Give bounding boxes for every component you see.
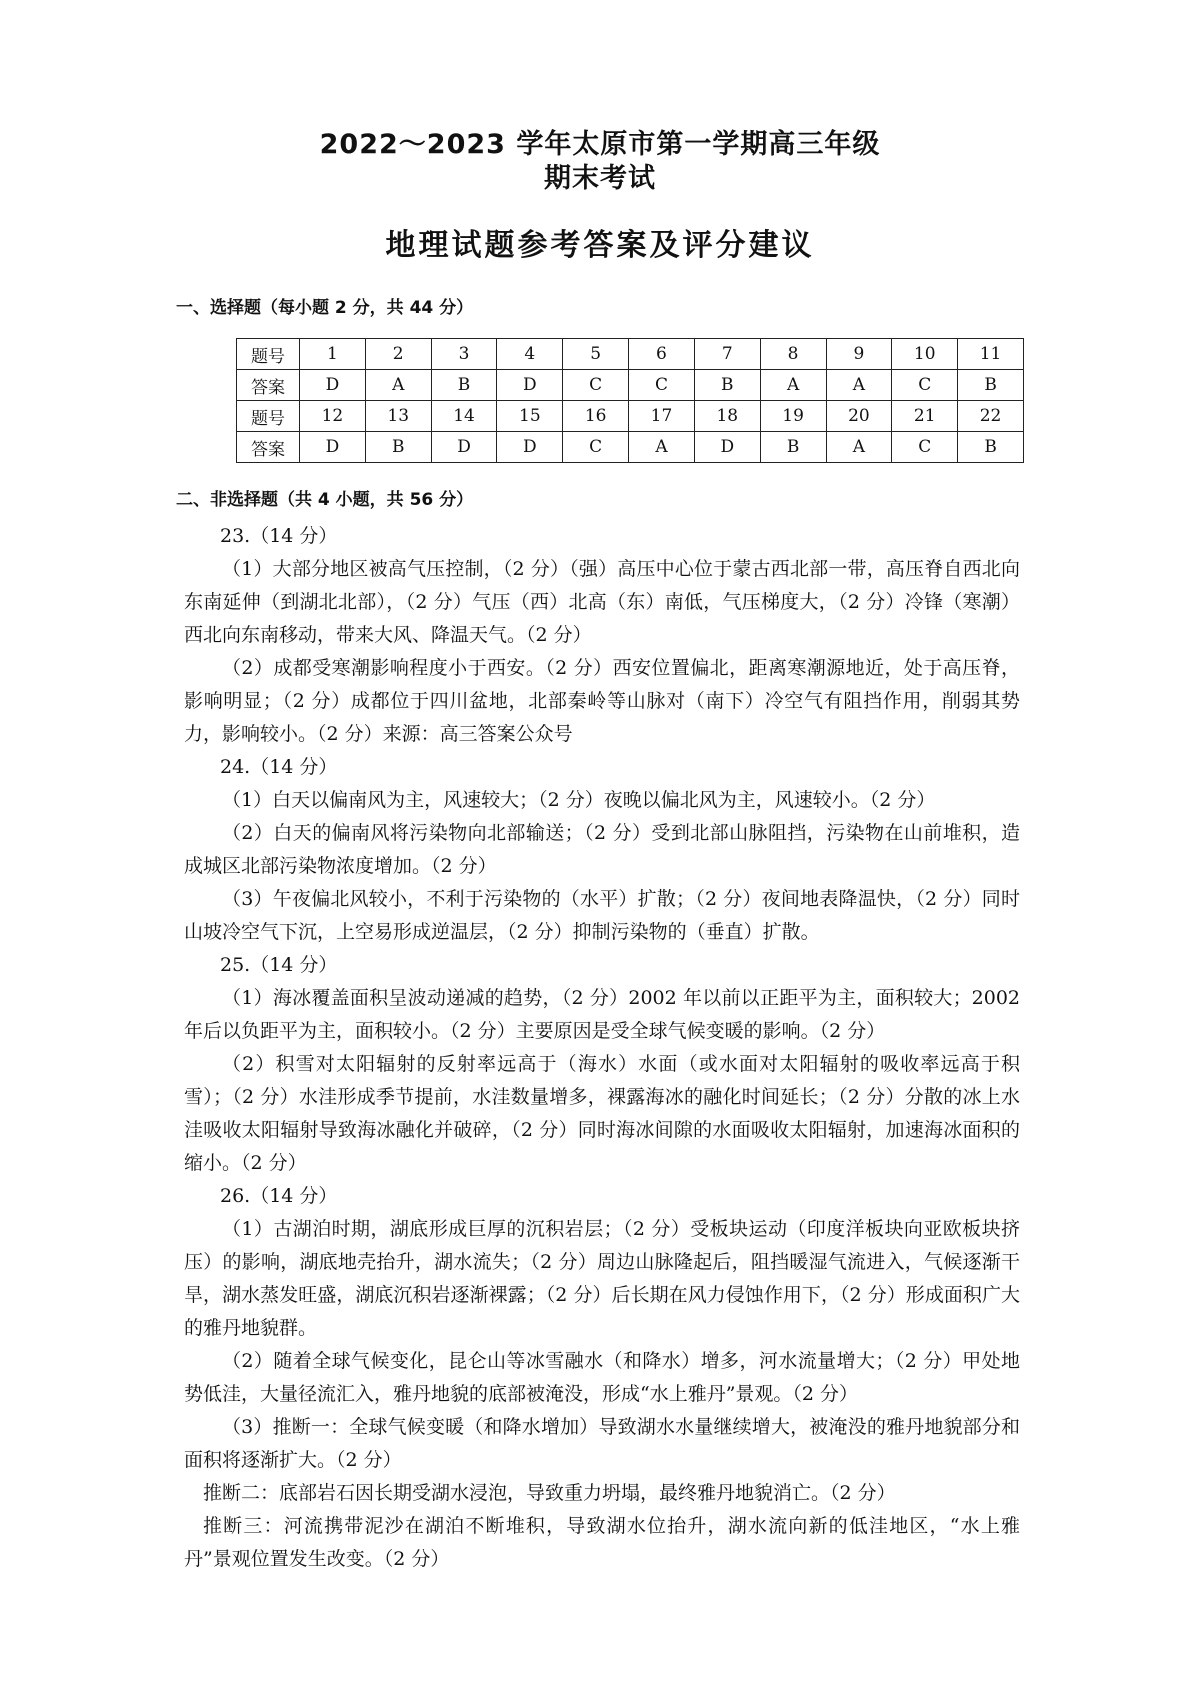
answer-cell: D: [497, 432, 563, 463]
question-heading: 24.（14 分）: [220, 756, 338, 778]
answer-cell: D: [431, 432, 497, 463]
question-number-cell: 3: [431, 339, 497, 370]
row-label-number: 题号: [237, 339, 300, 370]
question-heading: 26.（14 分）: [220, 1185, 338, 1207]
answer-cell: C: [892, 370, 958, 401]
answer-paragraph: （3）推断一：全球气候变暖（和降水增加）导致湖水水量继续增大，被淹没的雅丹地貌部分和面积将逐渐扩大。（2 分）: [184, 1416, 1020, 1471]
answer-cell: C: [563, 432, 629, 463]
question-number-cell: 22: [958, 401, 1024, 432]
answer-cell: D: [497, 370, 563, 401]
answer-paragraph: （1）白天以偏南风为主，风速较大；（2 分）夜晚以偏北风为主，风速较小。（2 分）: [222, 789, 936, 811]
answer-paragraph: （2）白天的偏南风将污染物向北部输送；（2 分）受到北部山脉阻挡，污染物在山前堆积，造成城区北部污染物浓度增加。（2 分）: [184, 822, 1020, 877]
document-title: 地理试题参考答案及评分建议: [385, 228, 815, 263]
answer-cell: B: [431, 370, 497, 401]
question-heading: 23.（14 分）: [220, 525, 338, 547]
answer-paragraph: （2）成都受寒潮影响程度小于西安。（2 分）西安位置偏北，距离寒潮源地近，处于高压脊，影响明显；（2 分）成都位于四川盆地，北部秦岭等山脉对（南下）冷空气有阻挡作用，削弱其势力，影响较小。（2 分）来源：高三答案公众号: [184, 657, 1021, 745]
answer-cell: A: [826, 370, 892, 401]
table-row: [237, 401, 1024, 432]
question-number-cell: 10: [892, 339, 958, 370]
exam-subtitle: 期末考试: [544, 163, 656, 194]
question-number-cell: 20: [826, 401, 892, 432]
question-number-cell: 1: [300, 339, 366, 370]
answer-paragraph: （1）大部分地区被高气压控制，（2 分）（强）高压中心位于蒙古西北部一带，高压脊自西北向东南延伸（到湖北北部），（2 分）气压（西）北高（东）南低，气压梯度大，（2 分）冷锋（寒潮）西北向东南移动，带来大风、降温天气。（2 分）: [184, 558, 1020, 646]
answer-cell: A: [365, 370, 431, 401]
answer-paragraph: （3）午夜偏北风较小，不利于污染物的（水平）扩散；（2 分）夜间地表降温快，（2 分）同时山坡冷空气下沉，上空易形成逆温层，（2 分）抑制污染物的（垂直）扩散。: [184, 888, 1020, 943]
answer-table: [236, 338, 1024, 463]
question-number-cell: 21: [892, 401, 958, 432]
answer-cell: A: [826, 432, 892, 463]
answer-cell: C: [892, 432, 958, 463]
answer-cell: C: [629, 370, 695, 401]
question-number-cell: 8: [760, 339, 826, 370]
question-number-cell: 4: [497, 339, 563, 370]
answer-cell: D: [694, 432, 760, 463]
question-number-cell: 19: [760, 401, 826, 432]
question-number-cell: 5: [563, 339, 629, 370]
question-number-cell: 2: [365, 339, 431, 370]
question-number-cell: 16: [563, 401, 629, 432]
answer-paragraph: （1）古湖泊时期，湖底形成巨厚的沉积岩层；（2 分）受板块运动（印度洋板块向亚欧板块挤压）的影响，湖底地壳抬升，湖水流失；（2 分）周边山脉隆起后，阻挡暖湿气流进入，气候逐渐干旱，湖水蒸发旺盛，湖底沉积岩逐渐裸露；（2 分）后长期在风力侵蚀作用下，（2 分）形成面积广大的雅丹地貌群。: [184, 1218, 1021, 1339]
question-number-cell: 6: [629, 339, 695, 370]
table-row: [237, 339, 1024, 370]
question-number-cell: 7: [694, 339, 760, 370]
section-1-heading: 一、选择题（每小题 2 分，共 44 分）: [176, 298, 474, 318]
question-number-cell: 11: [958, 339, 1024, 370]
inference-paragraph: 推断二：底部岩石因长期受湖水浸泡，导致重力坍塌，最终雅丹地貌消亡。（2 分）: [203, 1482, 896, 1504]
table-row: [237, 370, 1024, 401]
row-label-number: 题号: [237, 401, 300, 432]
answer-cell: A: [629, 432, 695, 463]
question-heading: 25.（14 分）: [220, 954, 338, 976]
answer-paragraph: （2）随着全球气候变化，昆仑山等冰雪融水（和降水）增多，河水流量增大；（2 分）甲处地势低洼，大量径流汇入，雅丹地貌的底部被淹没，形成“水上雅丹”景观。（2 分）: [184, 1350, 1020, 1405]
answer-paragraph: （2）积雪对太阳辐射的反射率远高于（海水）水面（或水面对太阳辐射的吸收率远高于积雪）；（2 分）水洼形成季节提前，水洼数量增多，裸露海冰的融化时间延长；（2 分）分散的冰上水洼吸收太阳辐射导致海冰融化并破碎，（2 分）同时海冰间隙的水面吸收太阳辐射，加速海冰面积的缩小。（2 分）: [184, 1053, 1020, 1174]
question-number-cell: 17: [629, 401, 695, 432]
title-block: [0, 128, 1200, 266]
answer-cell: B: [365, 432, 431, 463]
answer-cell: B: [760, 432, 826, 463]
answer-body: [184, 520, 1020, 1576]
table-row: [237, 432, 1024, 463]
question-number-cell: 13: [365, 401, 431, 432]
answer-paragraph: （1）海冰覆盖面积呈波动递减的趋势，（2 分）2002 年以前以正距平为主，面积较大；2002 年后以负距平为主，面积较小。（2 分）主要原因是受全球气候变暖的影响。（2 分）: [184, 987, 1020, 1042]
answer-cell: D: [300, 432, 366, 463]
row-label-answer: 答案: [237, 370, 300, 401]
section-2-heading: 二、非选择题（共 4 小题，共 56 分）: [176, 490, 474, 510]
answer-cell: B: [694, 370, 760, 401]
answer-cell: D: [300, 370, 366, 401]
answer-cell: C: [563, 370, 629, 401]
inference-paragraph: 推断三：河流携带泥沙在湖泊不断堆积，导致湖水位抬升，湖水流向新的低洼地区，“水上雅丹”景观位置发生改变。（2 分）: [184, 1515, 1020, 1570]
row-label-answer: 答案: [237, 432, 300, 463]
question-number-cell: 9: [826, 339, 892, 370]
question-number-cell: 12: [300, 401, 366, 432]
exam-title: 2022～2023 学年太原市第一学期高三年级: [319, 129, 881, 160]
question-number-cell: 15: [497, 401, 563, 432]
answer-cell: B: [958, 370, 1024, 401]
question-number-cell: 14: [431, 401, 497, 432]
answer-cell: A: [760, 370, 826, 401]
question-number-cell: 18: [694, 401, 760, 432]
answer-cell: B: [958, 432, 1024, 463]
